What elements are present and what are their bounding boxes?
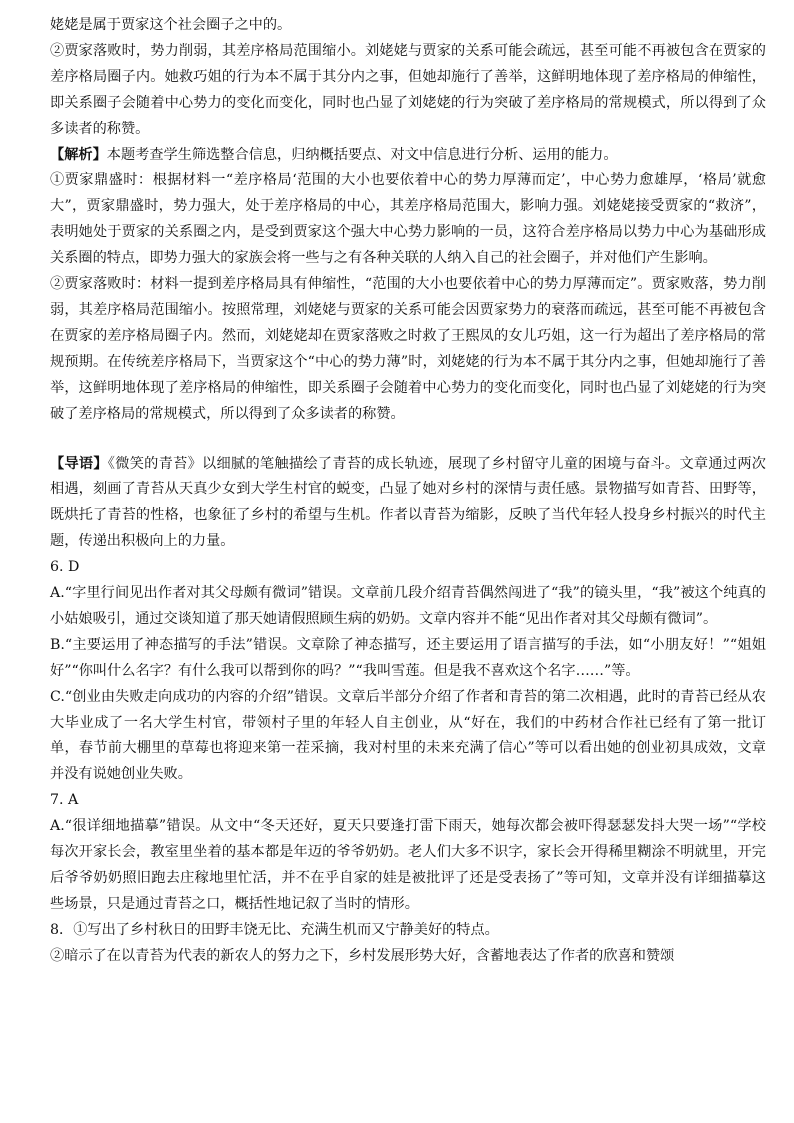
jiexi-heading [50,143,766,169]
daoyu-paragraph [50,452,766,556]
q8-point-1: 8．①写出了乡村秋日的田野丰饶无比、充满生机而又宁静美好的特点。 [50,921,499,938]
q6-option-a: A.“字里行间见出作者对其父母颇有微词”错误。文章前几段介绍青苔偶然闯进了“我”的镜头里，“我”被这个纯真的小姑娘吸引，通过交谈知道了那天她请假照顾生病的奶奶。文章内容并不能“见出作者对其父母颇有微词”。 [50,585,766,627]
q8-point-2: ②暗示了在以青苔为代表的新农人的努力之下，乡村发展形势大好，含蓄地表达了作者的欣喜和赞颂 [50,947,675,964]
q6-answer: 6. D [50,559,80,576]
q7-option-a: A.“很详细地描摹”错误。从文中“冬天还好，夏天只要逢打雷下雨天，她每次都会被吓得瑟瑟发抖大哭一场”“学校每次开家长会，教室里坐着的基本都是年迈的爷爷奶奶。老人们大多不识字，家长会开得稀里糊涂不明就里，开完后爷爷奶奶照旧跑去庄稼地里忙活，并不在乎自家的娃是被批评了还是受表扬了”等可知，文章并没有详细描摹这些场景，只是通过青苔之口，概括性地记叙了当时的情形。 [50,818,766,912]
jiexi-tag: 【解析】 [50,146,107,163]
daoyu-tag: 【导语】 [50,455,108,472]
analysis-point-2: ②贾家落败时，势力削弱，其差序格局范围缩小。刘姥姥与贾家的关系可能会疏远，甚至可能不再被包含在贾家的差序格局圈子内。她救巧姐的行为本不属于其分内之事，但她却施行了善举，这鲜明地体现了差序格局的伸缩性，即关系圈子会随着中心势力的变化而变化，同时也凸显了刘姥姥的行为突破了差序格局的常规模式，所以得到了众多读者的称赞。 [50,42,766,137]
daoyu-text: 《微笑的青苔》以细腻的笔触描绘了青苔的成长轨迹，展现了乡村留守儿童的困境与奋斗。文章通过两次相遇，刻画了青苔从天真少女到大学生村官的蜕变，凸显了她对乡村的深情与责任感。景物描写如青苔、田野等，既烘托了青苔的性格，也象征了乡村的希望与生机。作者以青苔为缩影，反映了当代年轻人投身乡村振兴的时代主题，传递出积极向上的力量。 [50,455,766,550]
analysis-intro-line: 姥姥是属于贾家这个社会圈子之中的。 [50,17,292,33]
jiexi-point-2: ②贾家落败时：材料一提到差序格局具有伸缩性，“范围的大小也要依着中心的势力厚薄而定”。贾家败落，势力削弱，其差序格局范围缩小。按照常理，刘姥姥与贾家的关系可能会因贾家势力的衰落而疏远，甚至可能不再被包含在贾家的差序格局圈子内。然而，刘姥姥却在贾家落败之时救了王熙凤的女儿巧姐，这一行为超出了差序格局的常规预期。在传统差序格局下，当贾家这个“中心的势力薄”时，刘姥姥的行为本不属于其分内之事，但她却施行了善举，这鲜明地体现了差序格局的伸缩性，即关系圈子会随着中心势力的变化而变化，同时也凸显了刘姥姥的行为突破了差序格局的常规模式，所以得到了众多读者的称赞。 [50,276,766,422]
section-gap [50,428,766,452]
jiexi-text: 本题考查学生筛选整合信息，归纳概括要点、对文中信息进行分析、运用的能力。 [106,146,618,163]
q7-answer: 7. A [50,792,79,809]
q6-option-c: C.“创业由失败走向成功的内容的介绍”错误。文章后半部分介绍了作者和青苔的第二次相遇，此时的青苔已经从农大毕业成了一名大学生村官，带领村子里的年轻人自主创业，从“好在，我们的中药材合作社已经有了第一批订单，春节前大棚里的草莓也将迎来第一茬采摘，我对村里的未来充满了信心”等可以看出她的创业初具成效，文章并没有说她创业失败。 [50,688,766,783]
jiexi-point-1: ①贾家鼎盛时：根据材料一“差序格局‘范围的大小也要依着中心的势力厚薄而定’，中心势力愈雄厚，‘格局’就愈大”，贾家鼎盛时，势力强大，处于差序格局的中心，其差序格局范围大，影响力强。刘姥姥接受贾家的“救济”，表明她处于贾家的关系圈之内，是受到贾家这个强大中心势力影响的一员，这符合差序格局以势力中心为基础形成关系圈的特点，即势力强大的家族会将一些与之有各种关联的人纳入自己的社会圈子，并对他们产生影响。 [50,172,766,267]
q6-option-b: B.“主要运用了神态描写的手法”错误。文章除了神态描写，还主要运用了语言描写的手法，如“小朋友好！”“姐姐好”“你叫什么名字？有什么我可以帮到你的吗？”“我叫雪莲。但是我不喜欢这个名字……”等。 [50,636,766,679]
